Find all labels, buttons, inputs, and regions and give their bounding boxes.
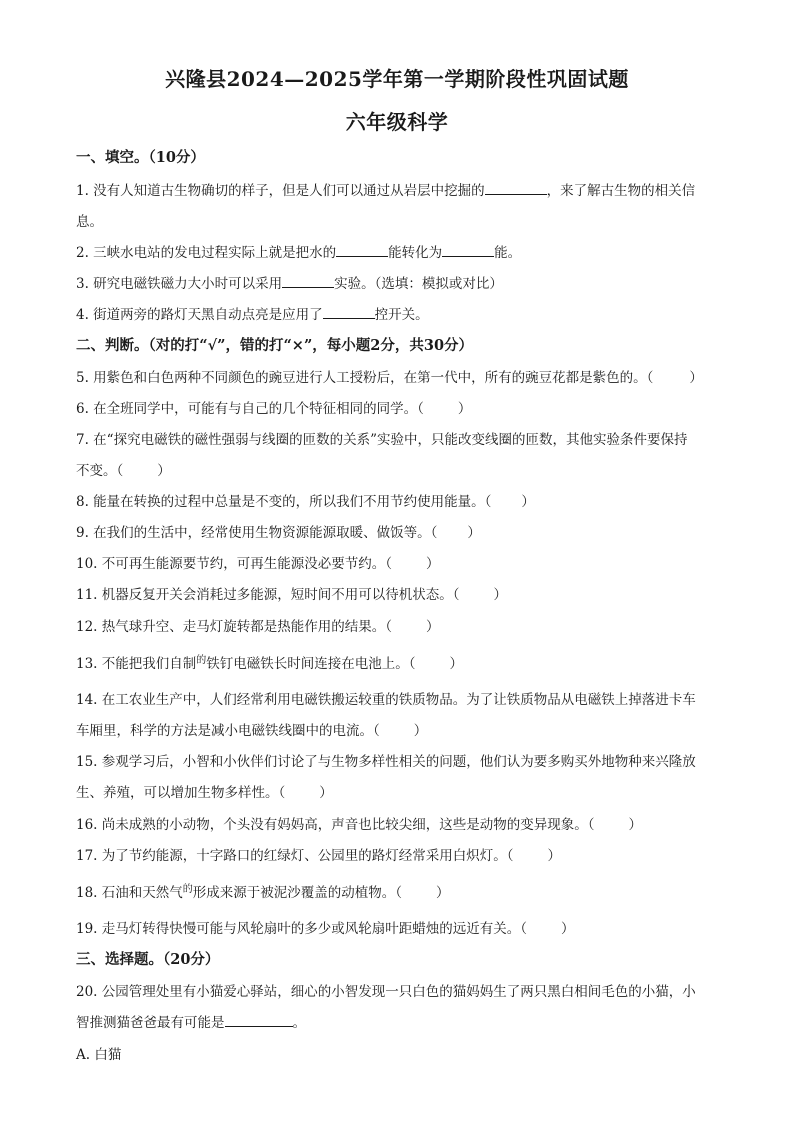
question-14: 14. 在工农业生产中，人们经常利用电磁铁搬运较重的铁质物品。为了让铁质物品从电磁铁上掉落进卡车 bbox=[76, 692, 696, 708]
exam-title: 兴隆县2024—2025学年第一学期阶段性巩固试题 bbox=[165, 67, 629, 91]
question-15-cont: 生、养殖，可以增加生物多样性。（ ） bbox=[76, 785, 333, 801]
answer-blank[interactable] bbox=[485, 180, 547, 195]
question-10: 10. 不可再生能源要节约，可再生能源没必要节约。（ ） bbox=[76, 556, 440, 572]
question-15: 15. 参观学习后，小智和小伙伴们讨论了与生物多样性相关的问题，他们认为要多购买外地物种来兴隆放 bbox=[76, 754, 696, 770]
option-a[interactable]: A. 白猫 bbox=[76, 1047, 122, 1063]
section-heading-choice: 三、选择题。（20分） bbox=[76, 951, 220, 968]
question-3: 3. 研究电磁铁磁力大小时可以采用 实验。（选填：模拟或对比） bbox=[76, 272, 721, 292]
question-7: 7. 在“探究电磁铁的磁性强弱与线圈的匝数的关系”实验中，只能改变线圈的匝数，其他实验条件要保持 bbox=[76, 432, 688, 448]
answer-blank[interactable] bbox=[282, 273, 334, 288]
question-4: 4. 街道两旁的路灯天黑自动点亮是应用了 控开关。 bbox=[76, 303, 721, 323]
question-11: 11. 机器反复开关会消耗过多能源，短时间不用可以待机状态。（ ） bbox=[76, 587, 508, 603]
answer-blank[interactable] bbox=[336, 242, 388, 257]
question-9: 9. 在我们的生活中，经常使用生物资源能源取暖、做饭等。（ ） bbox=[76, 525, 481, 541]
question-14-cont: 车厢里，科学的方法是减小电磁铁线圈中的电流。（ ） bbox=[76, 723, 428, 739]
question-8: 8. 能量在转换的过程中总量是不变的，所以我们不用节约使用能量。（ ） bbox=[76, 494, 535, 510]
question-20-cont: 智推测猫爸爸最有可能是 。 bbox=[76, 1011, 721, 1031]
question-5: 5. 用紫色和白色两种不同颜色的豌豆进行人工授粉后，在第一代中，所有的豌豆花都是紫色的。（ ） bbox=[76, 370, 703, 386]
question-1: 1. 没有人知道古生物确切的样子，但是人们可以通过从岩层中挖掘的 ，来了解古生物的相关信 bbox=[76, 179, 721, 199]
question-19: 19. 走马灯转得快慢可能与风轮扇叶的多少或风轮扇叶距蜡烛的远近有关。（ ） bbox=[76, 921, 575, 937]
question-12: 12. 热气球升空、走马灯旋转都是热能作用的结果。（ ） bbox=[76, 619, 440, 635]
answer-blank[interactable] bbox=[442, 242, 494, 257]
question-17: 17. 为了节约能源，十字路口的红绿灯、公园里的路灯经常采用白炽灯。（ ） bbox=[76, 848, 562, 864]
answer-blank[interactable] bbox=[225, 1012, 293, 1027]
question-16: 16. 尚未成熟的小动物，个头没有妈妈高，声音也比较尖细，这些是动物的变异现象。（ ） bbox=[76, 817, 643, 833]
exam-subtitle: 六年级科学 bbox=[345, 110, 449, 134]
question-20: 20. 公园管理处里有小猫爱心驿站，细心的小智发现一只白色的猫妈妈生了两只黑白相间毛色的小猫，小 bbox=[76, 984, 696, 1000]
answer-blank[interactable] bbox=[323, 304, 375, 319]
question-13: 13. 不能把我们自制$^的$铁钉电磁铁长时间连接在电池上。（ ） bbox=[76, 655, 464, 672]
question-6: 6. 在全班同学中，可能有与自己的几个特征相同的同学。（ ） bbox=[76, 401, 472, 417]
question-7-cont: 不变。（ ） bbox=[76, 463, 171, 479]
section-heading-judge: 二、判断。（对的打“√”，错的打“×”，每小题2分，共30分） bbox=[76, 337, 474, 354]
question-2: 2. 三峡水电站的发电过程实际上就是把水的 能转化为 能。 bbox=[76, 241, 721, 261]
question-18: 18. 石油和天然气$^的$形成来源于被泥沙覆盖的动植物。（ ） bbox=[76, 884, 450, 901]
section-heading-fill: 一、填空。（10分） bbox=[76, 149, 205, 166]
question-1-cont: 息。 bbox=[76, 214, 103, 230]
